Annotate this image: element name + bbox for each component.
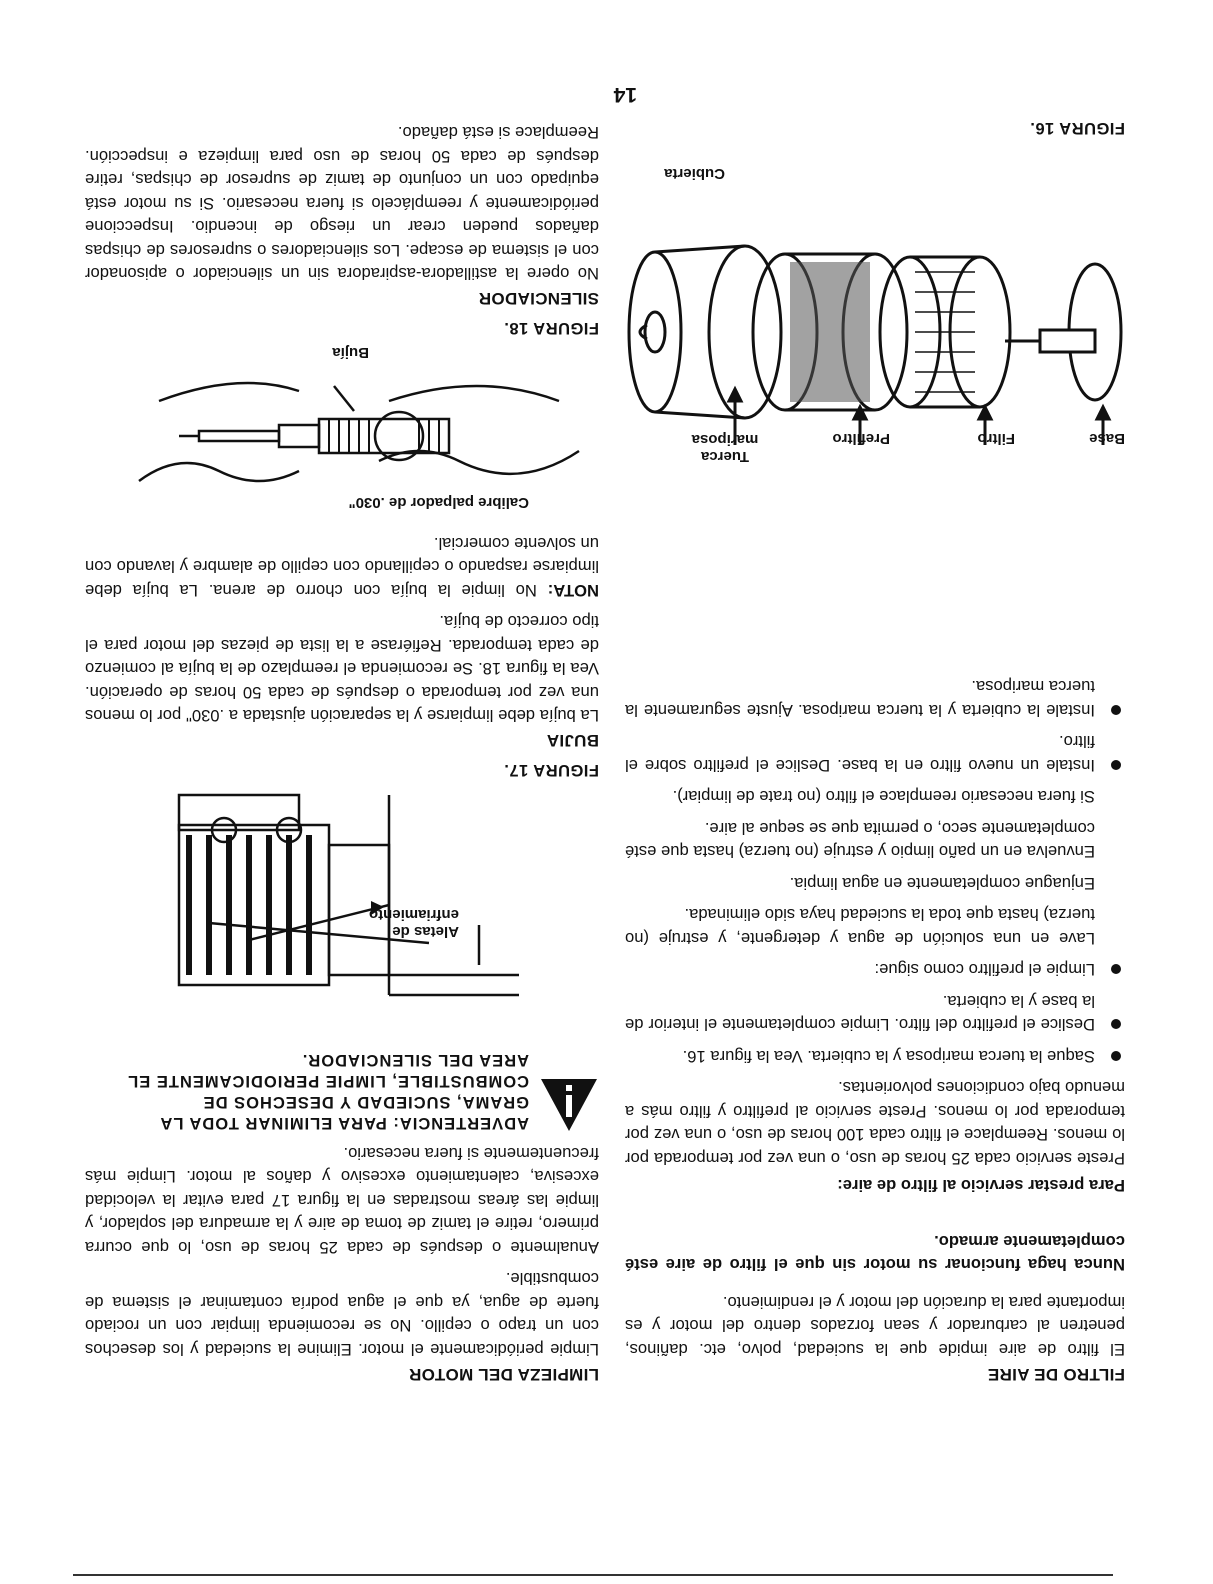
page-number: 14 (613, 83, 637, 106)
substep: Lave en una solución de agua y detergente, y estruje (no tuerza) hasta que toda la suciedad haya sido eliminada. (625, 905, 1095, 948)
muffler-heading: SILENCIADOR (478, 289, 599, 309)
substep: Envuelva en un paño limpio y estruje (no tuerza) hasta que esté completamente seco, o permita que se seque al aire. (625, 819, 1095, 862)
figure-16 (625, 118, 1125, 465)
bullet-icon (1111, 1051, 1121, 1061)
label-spark-plug: Bujía (332, 344, 369, 362)
bullet-icon (1111, 705, 1121, 715)
engine-cleaning-heading: LIMPIEZA DEL MOTOR (408, 1365, 599, 1384)
label-tuerca: Tuerca mariposa (691, 431, 759, 465)
bullet-icon (1111, 965, 1121, 975)
spark-plug-gap-diagram (119, 362, 599, 512)
bullet-icon (1111, 760, 1121, 770)
bullet-icon (1111, 1020, 1121, 1030)
footer-rule (73, 1574, 1113, 1576)
figure-18-caption: FIGURA 18. (503, 319, 599, 338)
engine-cleaning-p2: Anualmente o después de cada 25 horas de uso, lo que ocurra primero, retire el tamiz de toma de aire y la armadura del soplador, y limpie las áreas mostradas en la figura 17 para evitar la velocidad excesiva, calentamiento excesivo y daños al motor. Limpie más frecuentemente si fuera necesario. (85, 1144, 599, 1257)
clean-substeps (625, 785, 1095, 950)
warning-block (85, 1050, 599, 1134)
list-item: Saque la tuerca mariposa y la cubierta. Vea la figura 16. (625, 1045, 1125, 1069)
label-filtro: Filtro (977, 430, 1015, 447)
figure-17-caption: FIGURA 17. (503, 761, 599, 780)
air-filter-heading: FILTRO DE AIRE (987, 1365, 1125, 1384)
muffler-text: No opere la astilladora-aspiradora sin un silenciador o apisonador con el sistema de escape. Los silenciadores o supresores de chispas dañados pueden crear un riesgo de incendio. Inspeccione periódicamente y reemplácelo si fuera necesario. Si su motor está equipado con un conjunto de tamiz de supresor de chispas, retire después de cada 50 horas de uso para limpieza e inspección. Reemplace si está dañado. (85, 123, 599, 284)
figure-17 (85, 761, 599, 1036)
label-cubierta: Cubierta (664, 165, 725, 182)
spark-plug-note: NOTA: No limpie la bujía con chorro de arena. La bujía debe limpiarse raspando o cepillando con cepillo de alambre y lavando con un solvente comercial. (85, 534, 599, 600)
air-filter-steps (625, 958, 1125, 1068)
list-item: Instale un nuevo filtro en la base. Deslice el prefiltro sobre el filtro. (625, 730, 1125, 777)
air-filter-warning: Nunca haga funcionar su motor sin que el filtro de aire esté completamente armado. (625, 1232, 1125, 1275)
air-filter-service-heading: Para prestar servicio al filtro de aire: (837, 1176, 1125, 1196)
air-filter-service-text: Preste servicio cada 25 horas de uso, o una vez por temporada por lo menos. Reemplace el filtro cada 100 horas de uso, o una vez por temporada por lo menos. Preste servicio al prefiltro y filtro más a menudo bajo condiciones polvorientas. (625, 1078, 1125, 1168)
list-item: Instale la cubierta y la tuerca mariposa. Ajuste seguramente la tuerca mariposa. (625, 675, 1125, 722)
cooling-fins-diagram (109, 786, 539, 1036)
substep: Si fuera necesario reemplace el filtro (no trate de limpiar). (672, 787, 1095, 807)
air-filter-final-steps (625, 675, 1125, 777)
warning-text: ADVERTENCIA: PARA ELIMINAR TODA LA GRAMA, SUCIEDAD Y DESECHOS DE COMBUSTIBLE, LIMPIE PERIODICAMENTE EL AREA DEL SILENCIADOR. (127, 1051, 529, 1133)
figure-16-caption: FIGURA 16. (1029, 119, 1125, 137)
air-filter-exploded-diagram (625, 227, 1125, 447)
warning-triangle-icon (539, 1078, 599, 1134)
label-base: Base (1089, 430, 1125, 447)
right-column (85, 113, 599, 1384)
left-column (625, 108, 1125, 1384)
label-cooling-fins: Aletas de enfriamiento (368, 906, 459, 941)
substep: Enjuague completamente en agua limpia. (789, 874, 1095, 893)
label-prefiltro: Prefiltro (832, 430, 890, 447)
list-item: Deslice el prefiltro del filtro. Limpie completamente el interior de la base y la cubierta. (625, 990, 1125, 1037)
air-filter-intro: El filtro de aire impide que la suciedad, polvo, etc. dañinos, penetren al carburador y sean forzados dentro del motor y es importante para la duración del motor y el rendimiento. (625, 1293, 1125, 1359)
engine-cleaning-p1: Limpie periódicamente el motor. Elimine la suciedad y los desechos con un trapo o cepillo. No se recomienda limpiar con un rociado fuerte de agua, ya que el agua podría contaminar el sistema de combustible. (85, 1269, 599, 1359)
spark-plug-p1: La bujía debe limpiarse y la separación ajustada a .030" por lo menos una vez por temporada o después de cada 50 horas de operación. Vea la figura 18. Se recomienda el reemplazo de la bujía al comienzo de cada temporada. Refiérase a la lista de piezas del motor para el tipo correcto de bujía. (85, 612, 599, 726)
figure-18 (85, 319, 599, 512)
list-item: Limpie el prefiltro como sigue: (625, 958, 1125, 982)
label-feeler-gauge: Calibre palpador de .030" (348, 494, 529, 512)
spark-plug-heading: BUJIA (546, 731, 599, 751)
